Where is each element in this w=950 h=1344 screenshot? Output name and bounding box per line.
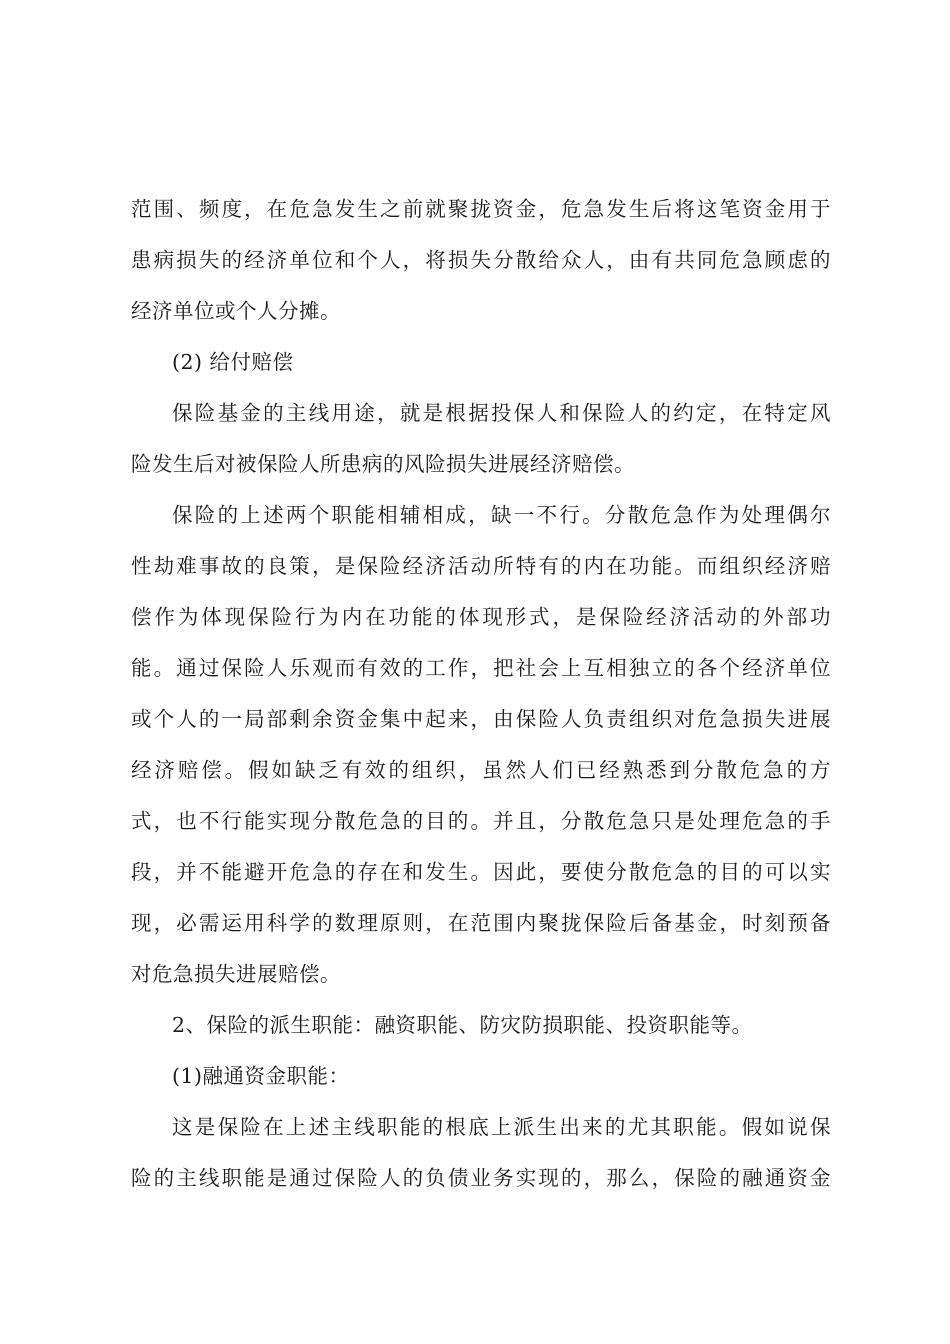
paragraph-insurance-fund-use xyxy=(131,388,831,490)
text-line: 偿作为体现保险行为内在功能的体现形式，是保险经济活动的外部功 xyxy=(131,605,831,629)
text-line: 性劫难事故的良策，是保险经济活动所特有的内在功能。而组织经济赔 xyxy=(131,554,831,578)
text-line: 或个人的一局部剩余资金集中起来，由保险人负责组织对危急损失进展 xyxy=(131,707,831,731)
text-line: (1)融通资金职能： xyxy=(172,1064,350,1088)
text-line: 范围、频度，在危急发生之前就聚拢资金，危急发生后将这笔资金用于 xyxy=(131,197,831,221)
document-body xyxy=(131,184,831,1204)
text-line: 险发生后对被保险人所患病的风险损失进展经济赔偿。 xyxy=(131,452,635,476)
paragraph-risk-pooling-continuation xyxy=(131,184,831,337)
text-line: 这是保险在上述主线职能的根底上派生出来的尤其职能。假如说保 xyxy=(172,1115,831,1139)
text-line: 保险基金的主线用途，就是根据投保人和保险人的约定，在特定风 xyxy=(172,401,831,425)
heading-financing-function xyxy=(131,1051,831,1102)
text-line: 经济单位或个人分摊。 xyxy=(131,299,341,323)
text-line: 经济赔偿。假如缺乏有效的组织，虽然人们已经熟悉到分散危急的方 xyxy=(131,758,831,782)
text-line: 能。通过保险人乐观而有效的工作，把社会上互相独立的各个经济单位 xyxy=(131,656,831,680)
text-line: 保险的上述两个职能相辅相成，缺一不行。分散危急作为处理偶尔 xyxy=(172,503,831,527)
paragraph-financing-function xyxy=(131,1102,831,1204)
text-line: 患病损失的经济单位和个人，将损失分散给众人，由有共同危急顾虑的 xyxy=(131,248,831,272)
text-line: 对危急损失进展赔偿。 xyxy=(131,962,341,986)
text-line: (2) 给付赔偿 xyxy=(172,350,294,374)
text-line: 2、保险的派生职能：融资职能、防灾防损职能、投资职能等。 xyxy=(172,1013,753,1037)
text-line: 段，并不能避开危急的存在和发生。因此，要使分散危急的目的可以实 xyxy=(131,860,831,884)
text-line: 式，也不行能实现分散危急的目的。并且，分散危急只是处理危急的手 xyxy=(131,809,831,833)
paragraph-two-functions xyxy=(131,490,831,1000)
text-line: 险的主线职能是通过保险人的负债业务实现的，那么，保险的融通资金 xyxy=(131,1166,831,1190)
heading-compensation xyxy=(131,337,831,388)
heading-derived-functions xyxy=(131,1000,831,1051)
text-line: 现，必需运用科学的数理原则，在范围内聚拢保险后备基金，时刻预备 xyxy=(131,911,831,935)
